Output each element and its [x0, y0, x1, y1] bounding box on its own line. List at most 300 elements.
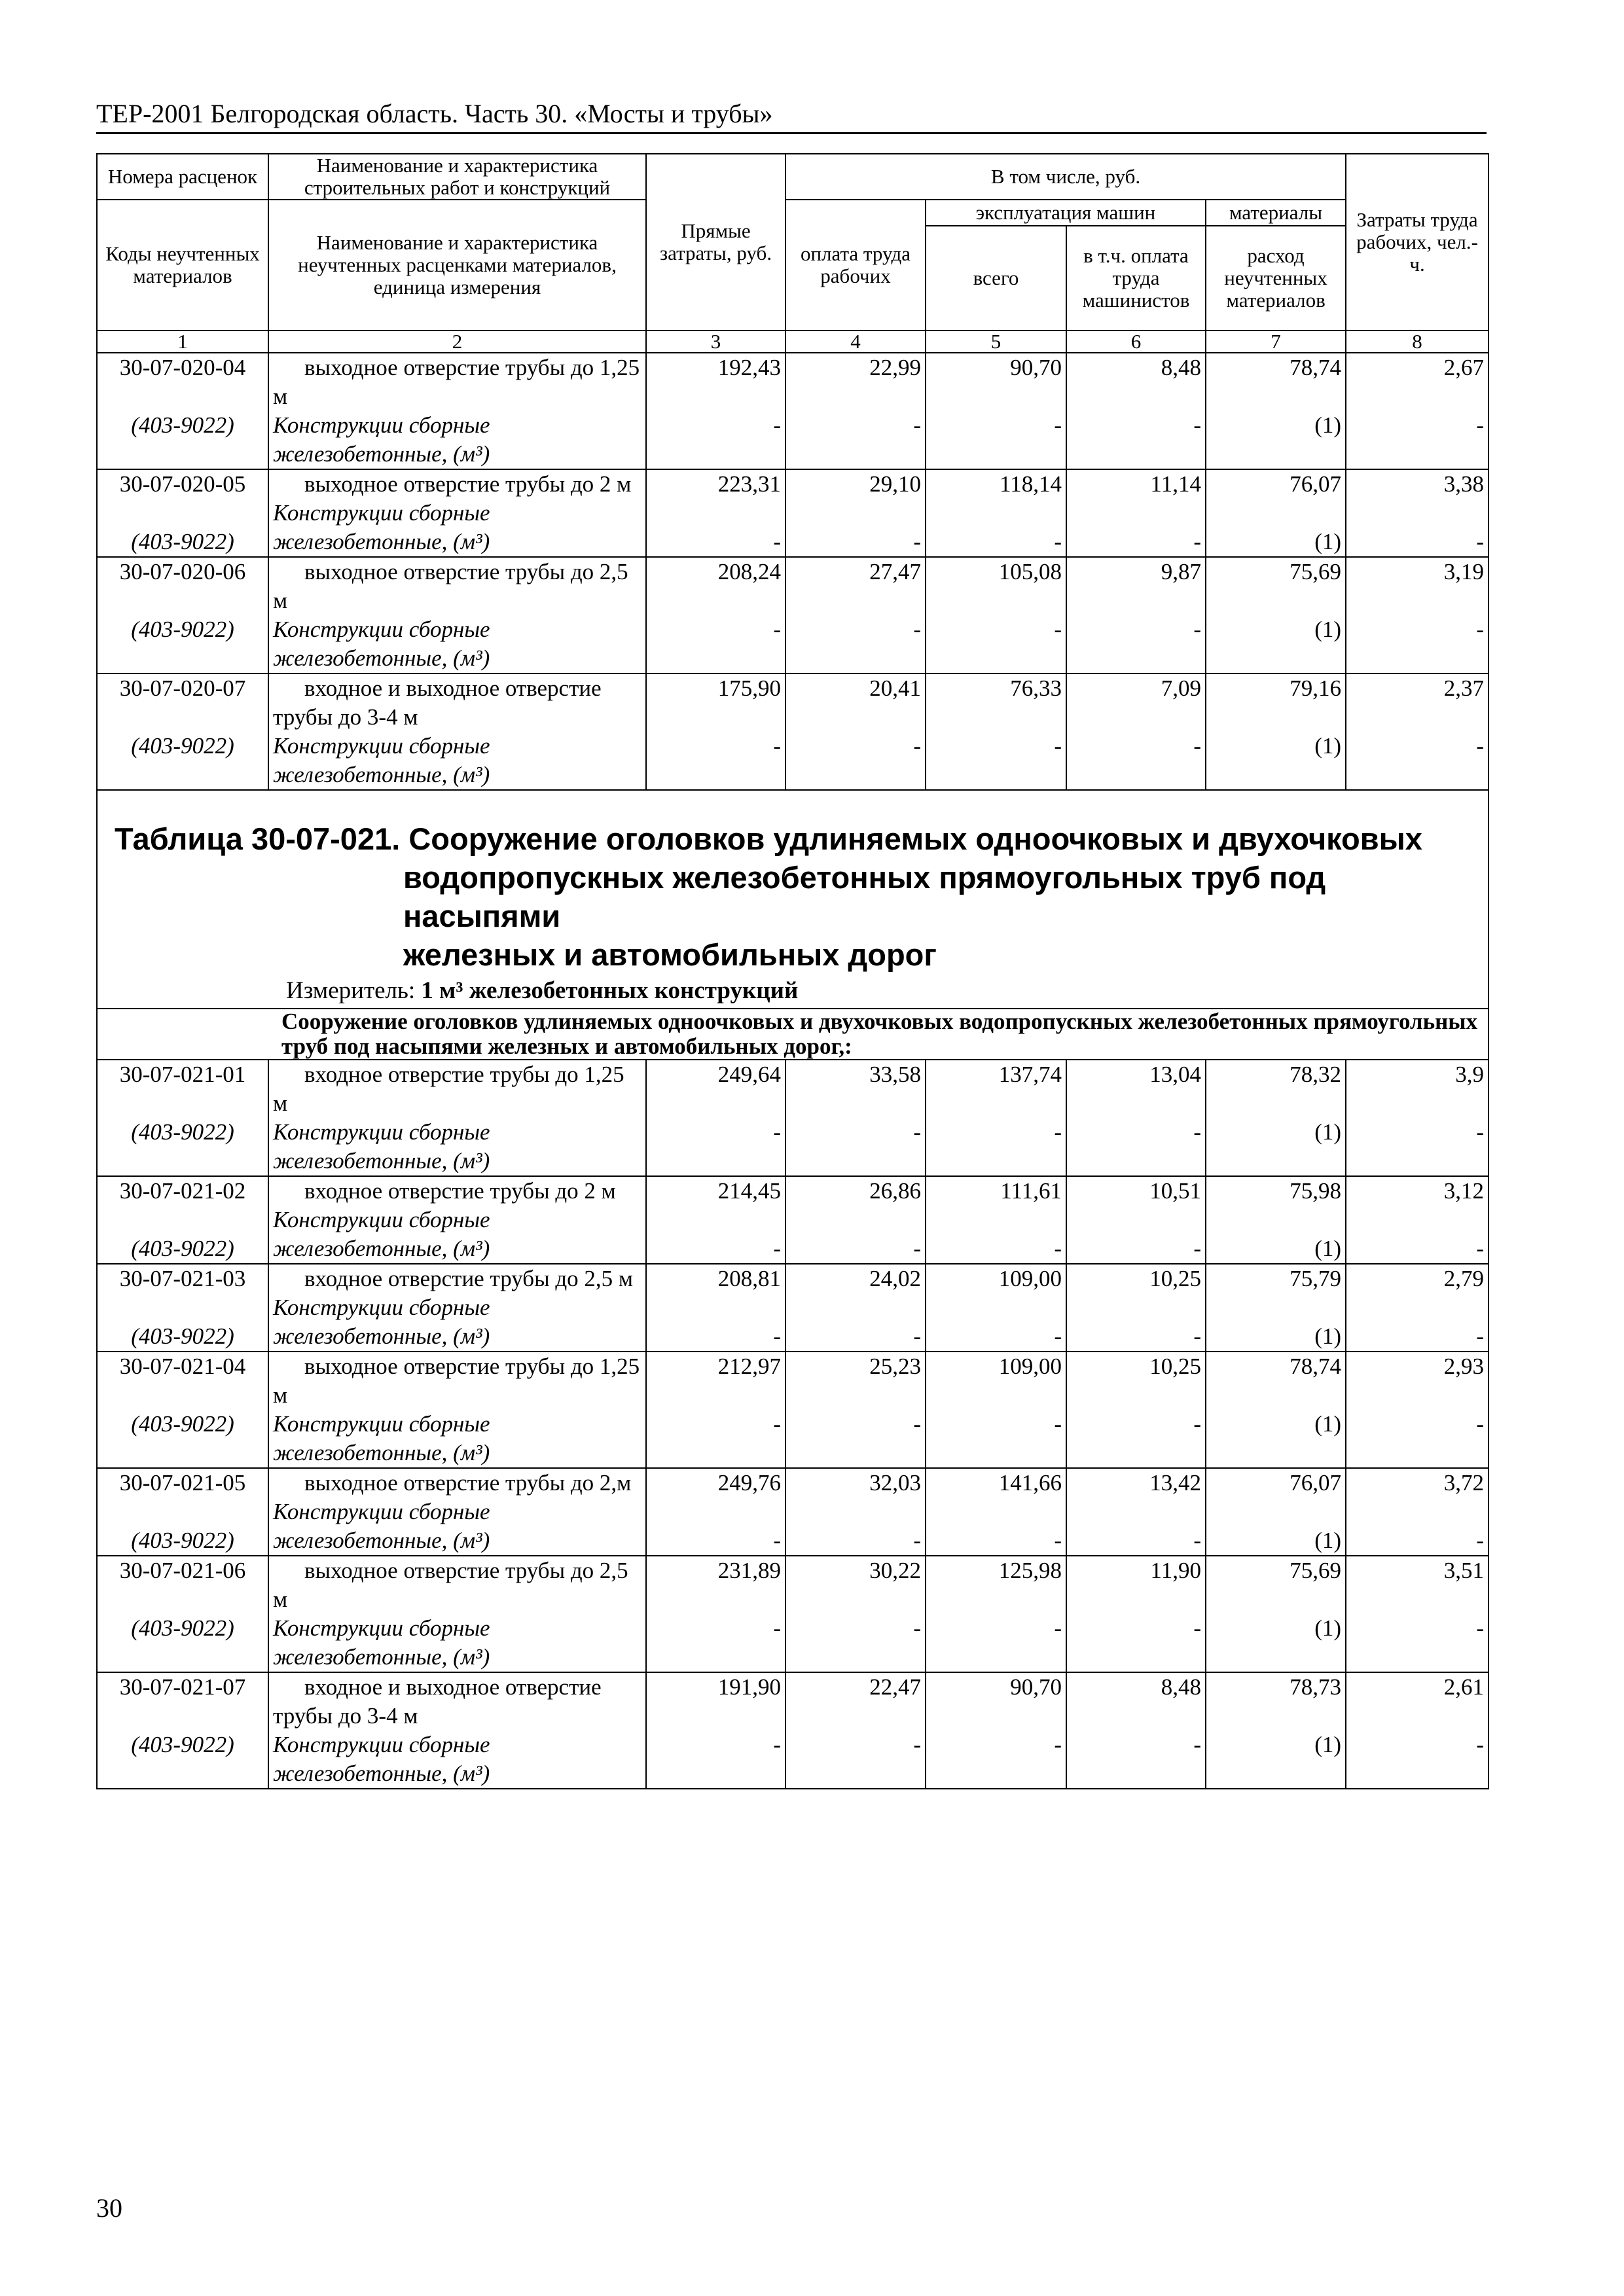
material-description: Конструкции сборные железобетонные, (м³): [273, 412, 490, 467]
rate-row: [97, 1556, 1489, 1672]
worker-pay-material-value: -: [913, 1411, 921, 1437]
machinist-pay-value: 11,90: [1150, 1558, 1201, 1583]
material-description: Конструкции сборные железобетонные, (м³): [273, 1615, 490, 1670]
direct-costs-cell: [646, 557, 785, 673]
worker-pay-cell: [785, 469, 926, 557]
direct-costs-value: 175,90: [717, 675, 781, 701]
labor-costs-value: 2,61: [1443, 1674, 1485, 1700]
rate-name-cell: [268, 1556, 646, 1672]
header-work-name: Наименование и характеристика строительных работ и конструкций: [268, 154, 646, 200]
machinist-pay-value: 8,48: [1161, 355, 1201, 380]
rate-name-cell: [268, 1264, 646, 1352]
rate-code: 30-07-020-07: [119, 675, 246, 701]
material-code: (403-9022): [131, 1411, 234, 1437]
rate-code: 30-07-021-03: [119, 1266, 246, 1291]
machines-total-cell: [926, 1352, 1066, 1468]
measure-unit: [98, 974, 1488, 1008]
direct-costs-material-value: -: [773, 1411, 781, 1437]
direct-costs-material-value: -: [773, 1119, 781, 1145]
machines-total-cell: [926, 1060, 1066, 1176]
worker-pay-cell: [785, 1060, 926, 1176]
worker-pay-material-value: -: [913, 1323, 921, 1349]
material-code: (403-9022): [131, 529, 234, 554]
machinist-pay-value: 10,25: [1149, 1354, 1201, 1379]
header-material-name: Наименование и характеристика неучтенных расценками материалов, единица измерения: [268, 200, 646, 331]
labor-costs-cell: [1346, 1352, 1489, 1468]
machines-total-cell: [926, 1556, 1066, 1672]
machines-total-cell: [926, 673, 1066, 790]
direct-costs-cell: [646, 673, 785, 790]
worker-pay-material-value: -: [913, 412, 921, 438]
rate-code-cell: [97, 673, 268, 790]
material-code: (403-9022): [131, 1236, 234, 1261]
work-description: входное отверстие трубы до 1,25 м: [273, 1062, 624, 1116]
material-consumption-material-value: (1): [1314, 1615, 1342, 1641]
work-description: выходное отверстие трубы до 1,25 м: [273, 355, 640, 409]
machinist-pay-material-value: -: [1193, 1411, 1201, 1437]
work-description: входное и выходное отверстие трубы до 3-4 м: [273, 675, 602, 730]
machinist-pay-material-value: -: [1193, 412, 1201, 438]
rate-row: [97, 673, 1489, 790]
material-consumption-value: 76,07: [1290, 1470, 1342, 1496]
machinist-pay-value: 10,51: [1149, 1178, 1201, 1204]
header-worker-pay: оплата труда рабочих: [785, 200, 926, 331]
material-description: Конструкции сборные железобетонные, (м³): [273, 1119, 490, 1174]
rate-name-cell: [268, 353, 646, 469]
direct-costs-value: 192,43: [717, 355, 781, 380]
table-title-line: Таблица 30-07-021. Сооружение оголовков удлиняемых одноочковых и двухочковых: [115, 821, 1422, 856]
material-code: (403-9022): [131, 1119, 234, 1145]
material-consumption-value: 78,32: [1290, 1062, 1342, 1087]
rate-code: 30-07-021-01: [119, 1062, 246, 1087]
worker-pay-material-value: -: [913, 733, 921, 759]
machines-total-value: 90,70: [1010, 1674, 1062, 1700]
worker-pay-cell: [785, 1352, 926, 1468]
rate-code: 30-07-020-05: [119, 471, 246, 497]
labor-costs-value: 2,93: [1443, 1354, 1485, 1379]
direct-costs-material-value: -: [773, 1323, 781, 1349]
material-consumption-value: 76,07: [1290, 471, 1342, 497]
material-consumption-value: 75,69: [1290, 559, 1342, 584]
machines-total-material-value: -: [1054, 1528, 1062, 1553]
material-description: Конструкции сборные железобетонные, (м³): [273, 1411, 490, 1465]
machines-total-value: 125,98: [998, 1558, 1062, 1583]
direct-costs-cell: [646, 1556, 785, 1672]
worker-pay-material-value: -: [913, 529, 921, 554]
machines-total-material-value: -: [1054, 412, 1062, 438]
direct-costs-material-value: -: [773, 1732, 781, 1757]
labor-costs-cell: [1346, 469, 1489, 557]
worker-pay-cell: [785, 1672, 926, 1789]
rate-name-cell: [268, 1060, 646, 1176]
material-consumption-material-value: (1): [1314, 412, 1342, 438]
labor-costs-value: 2,37: [1443, 675, 1485, 701]
worker-pay-material-value: -: [913, 1236, 921, 1261]
rates-table: [96, 153, 1489, 1789]
table-title-line: водопропускных железобетонных прямоугольных труб под насыпями: [403, 860, 1326, 933]
header-machines: эксплуатация машин: [926, 200, 1206, 226]
labor-costs-material-value: -: [1476, 617, 1485, 642]
header-materials: материалы: [1206, 200, 1346, 226]
material-consumption-material-value: (1): [1314, 1528, 1342, 1553]
header-rate-numbers: Номера расценок: [97, 154, 268, 200]
worker-pay-cell: [785, 1176, 926, 1264]
direct-costs-value: 212,97: [717, 1354, 781, 1379]
machinist-pay-value: 11,14: [1150, 471, 1201, 497]
material-description: Конструкции сборные железобетонные, (м³): [273, 1207, 490, 1261]
machinist-pay-value: 10,25: [1149, 1266, 1201, 1291]
machinist-pay-value: 13,42: [1149, 1470, 1201, 1496]
worker-pay-value: 20,41: [869, 675, 921, 701]
direct-costs-cell: [646, 1672, 785, 1789]
column-number: 7: [1206, 331, 1346, 353]
material-description: Конструкции сборные железобетонные, (м³): [273, 500, 490, 554]
material-description: Конструкции сборные железобетонные, (м³): [273, 1499, 490, 1553]
machinist-pay-material-value: -: [1193, 1323, 1201, 1349]
work-description: выходное отверстие трубы до 2,м: [304, 1470, 632, 1496]
material-consumption-value: 75,69: [1290, 1558, 1342, 1583]
worker-pay-material-value: -: [913, 1732, 921, 1757]
material-description: Конструкции сборные железобетонные, (м³): [273, 733, 490, 787]
rate-row: [97, 1264, 1489, 1352]
header-machinist-pay: в т.ч. оплата труда машинистов: [1066, 226, 1206, 331]
material-code: (403-9022): [131, 733, 234, 759]
header-material-consumption: расход неучтенных материалов: [1206, 226, 1346, 331]
rate-code: 30-07-021-04: [119, 1354, 246, 1379]
table-title-line: железных и автомобильных дорог: [403, 937, 937, 972]
column-number: 1: [97, 331, 268, 353]
rates-table-wrap: [96, 153, 1488, 1789]
material-consumption-value: 78,74: [1290, 1354, 1342, 1379]
table-title: [98, 819, 1488, 974]
material-code: (403-9022): [131, 1323, 234, 1349]
labor-costs-value: 3,12: [1443, 1178, 1485, 1204]
machines-total-value: 76,33: [1010, 675, 1062, 701]
direct-costs-cell: [646, 1264, 785, 1352]
labor-costs-cell: [1346, 1176, 1489, 1264]
column-number: 3: [646, 331, 785, 353]
labor-costs-material-value: -: [1476, 1528, 1485, 1553]
worker-pay-value: 33,58: [869, 1062, 921, 1087]
material-consumption-material-value: (1): [1314, 1323, 1342, 1349]
worker-pay-material-value: -: [913, 617, 921, 642]
worker-pay-material-value: -: [913, 1615, 921, 1641]
machines-total-cell: [926, 469, 1066, 557]
machines-total-value: 105,08: [998, 559, 1062, 584]
machines-total-material-value: -: [1054, 733, 1062, 759]
machinist-pay-value: 7,09: [1161, 675, 1201, 701]
material-consumption-material-value: (1): [1314, 733, 1342, 759]
direct-costs-cell: [646, 1468, 785, 1556]
labor-costs-value: 2,79: [1443, 1266, 1485, 1291]
work-description: входное отверстие трубы до 2 м: [304, 1178, 616, 1204]
labor-costs-material-value: -: [1476, 1411, 1485, 1437]
labor-costs-cell: [1346, 1060, 1489, 1176]
direct-costs-cell: [646, 353, 785, 469]
labor-costs-cell: [1346, 673, 1489, 790]
direct-costs-material-value: -: [773, 617, 781, 642]
rate-name-cell: [268, 557, 646, 673]
rate-code-cell: [97, 1176, 268, 1264]
machines-total-value: 141,66: [998, 1470, 1062, 1496]
material-consumption-cell: [1206, 1352, 1346, 1468]
column-number: 2: [268, 331, 646, 353]
labor-costs-value: 3,72: [1443, 1470, 1485, 1496]
measure-value: 1 м³ железобетонных конструкций: [421, 977, 799, 1004]
material-consumption-cell: [1206, 1264, 1346, 1352]
table-title-block: [97, 790, 1489, 1009]
machinist-pay-material-value: -: [1193, 1236, 1201, 1261]
labor-costs-material-value: -: [1476, 412, 1485, 438]
machinist-pay-cell: [1066, 353, 1206, 469]
material-consumption-value: 78,73: [1290, 1674, 1342, 1700]
rate-name-cell: [268, 673, 646, 790]
material-code: (403-9022): [131, 1615, 234, 1641]
labor-costs-material-value: -: [1476, 1732, 1485, 1757]
measure-label: Измеритель:: [286, 977, 416, 1004]
machinist-pay-material-value: -: [1193, 1528, 1201, 1553]
machinist-pay-cell: [1066, 1556, 1206, 1672]
rate-code-cell: [97, 1060, 268, 1176]
machines-total-value: 109,00: [998, 1266, 1062, 1291]
labor-costs-value: 2,67: [1443, 355, 1485, 380]
machinist-pay-cell: [1066, 1264, 1206, 1352]
machines-total-material-value: -: [1054, 1323, 1062, 1349]
worker-pay-value: 27,47: [869, 559, 921, 584]
labor-costs-material-value: -: [1476, 529, 1485, 554]
material-consumption-value: 75,98: [1290, 1178, 1342, 1204]
direct-costs-material-value: -: [773, 1236, 781, 1261]
rate-code-cell: [97, 1556, 268, 1672]
machines-total-value: 109,00: [998, 1354, 1062, 1379]
machines-total-cell: [926, 1264, 1066, 1352]
material-consumption-cell: [1206, 1176, 1346, 1264]
direct-costs-cell: [646, 1352, 785, 1468]
material-description: Конструкции сборные железобетонные, (м³): [273, 617, 490, 671]
column-number: 8: [1346, 331, 1489, 353]
direct-costs-value: 214,45: [717, 1178, 781, 1204]
machinist-pay-value: 8,48: [1161, 1674, 1201, 1700]
direct-costs-value: 249,64: [717, 1062, 781, 1087]
worker-pay-cell: [785, 557, 926, 673]
worker-pay-cell: [785, 1468, 926, 1556]
worker-pay-value: 22,47: [869, 1674, 921, 1700]
labor-costs-material-value: -: [1476, 1236, 1485, 1261]
material-consumption-material-value: (1): [1314, 1119, 1342, 1145]
page-number: 30: [96, 2193, 122, 2223]
material-consumption-material-value: (1): [1314, 617, 1342, 642]
labor-costs-material-value: -: [1476, 1323, 1485, 1349]
worker-pay-value: 30,22: [869, 1558, 921, 1583]
worker-pay-material-value: -: [913, 1528, 921, 1553]
machines-total-material-value: -: [1054, 1411, 1062, 1437]
rate-code-cell: [97, 557, 268, 673]
material-code: (403-9022): [131, 1528, 234, 1553]
rate-code-cell: [97, 1352, 268, 1468]
labor-costs-material-value: -: [1476, 1615, 1485, 1641]
worker-pay-cell: [785, 353, 926, 469]
work-description: выходное отверстие трубы до 2 м: [304, 471, 632, 497]
rate-row: [97, 1468, 1489, 1556]
rate-code-cell: [97, 1264, 268, 1352]
machinist-pay-cell: [1066, 1672, 1206, 1789]
machinist-pay-material-value: -: [1193, 733, 1201, 759]
material-consumption-value: 79,16: [1290, 675, 1342, 701]
rate-code-cell: [97, 469, 268, 557]
machines-total-cell: [926, 557, 1066, 673]
machinist-pay-material-value: -: [1193, 617, 1201, 642]
header-direct-costs: Прямые затраты, руб.: [646, 154, 785, 331]
rate-row: [97, 1352, 1489, 1468]
material-consumption-cell: [1206, 1672, 1346, 1789]
material-description: Конструкции сборные железобетонные, (м³): [273, 1295, 490, 1349]
material-consumption-cell: [1206, 1468, 1346, 1556]
rate-code: 30-07-020-04: [119, 355, 246, 380]
direct-costs-cell: [646, 1176, 785, 1264]
machinist-pay-material-value: -: [1193, 1119, 1201, 1145]
machinist-pay-material-value: -: [1193, 1615, 1201, 1641]
direct-costs-value: 249,76: [717, 1470, 781, 1496]
labor-costs-material-value: -: [1476, 1119, 1485, 1145]
rate-name-cell: [268, 1672, 646, 1789]
header-including: В том числе, руб.: [785, 154, 1346, 200]
material-consumption-value: 78,74: [1290, 355, 1342, 380]
machines-total-material-value: -: [1054, 1119, 1062, 1145]
machines-total-cell: [926, 1672, 1066, 1789]
machines-total-material-value: -: [1054, 617, 1062, 642]
labor-costs-material-value: -: [1476, 733, 1485, 759]
direct-costs-cell: [646, 1060, 785, 1176]
column-number: 6: [1066, 331, 1206, 353]
labor-costs-cell: [1346, 1672, 1489, 1789]
machines-total-material-value: -: [1054, 1732, 1062, 1757]
material-consumption-material-value: (1): [1314, 1732, 1342, 1757]
rate-name-cell: [268, 1176, 646, 1264]
direct-costs-value: 208,81: [717, 1266, 781, 1291]
material-code: (403-9022): [131, 412, 234, 438]
machines-total-cell: [926, 353, 1066, 469]
labor-costs-value: 3,9: [1455, 1062, 1485, 1087]
work-description: выходное отверстие трубы до 2,5 м: [273, 1558, 628, 1612]
worker-pay-value: 26,86: [869, 1178, 921, 1204]
material-consumption-cell: [1206, 1060, 1346, 1176]
worker-pay-cell: [785, 673, 926, 790]
rate-name-cell: [268, 469, 646, 557]
material-code: (403-9022): [131, 1732, 234, 1757]
rate-code: 30-07-021-05: [119, 1470, 246, 1496]
machinist-pay-cell: [1066, 1468, 1206, 1556]
machines-total-material-value: -: [1054, 1236, 1062, 1261]
worker-pay-cell: [785, 1264, 926, 1352]
machines-total-cell: [926, 1176, 1066, 1264]
rate-code-cell: [97, 1672, 268, 1789]
direct-costs-material-value: -: [773, 733, 781, 759]
material-consumption-cell: [1206, 1556, 1346, 1672]
rate-code-cell: [97, 1468, 268, 1556]
column-number: 4: [785, 331, 926, 353]
section-heading: Сооружение оголовков удлиняемых одноочковых и двухочковых водопропускных железобетонных прямоугольных труб под насыпями железных и автомобильных дорог,:: [268, 1009, 1489, 1060]
direct-costs-material-value: -: [773, 1528, 781, 1553]
running-header: ТЕР-2001 Белгородская область. Часть 30. «Мосты и трубы»: [96, 98, 1487, 134]
work-description: выходное отверстие трубы до 2,5 м: [273, 559, 628, 613]
direct-costs-value: 223,31: [717, 471, 781, 497]
direct-costs-value: 208,24: [717, 559, 781, 584]
material-consumption-cell: [1206, 673, 1346, 790]
worker-pay-value: 29,10: [869, 471, 921, 497]
header-machines-total: всего: [926, 226, 1066, 331]
material-consumption-material-value: (1): [1314, 1236, 1342, 1261]
rate-code-cell: [97, 353, 268, 469]
machines-total-value: 111,61: [1000, 1178, 1062, 1204]
labor-costs-cell: [1346, 1556, 1489, 1672]
labor-costs-cell: [1346, 1264, 1489, 1352]
worker-pay-value: 25,23: [869, 1354, 921, 1379]
material-consumption-cell: [1206, 557, 1346, 673]
machinist-pay-cell: [1066, 1176, 1206, 1264]
rate-code: 30-07-021-06: [119, 1558, 246, 1583]
direct-costs-material-value: -: [773, 529, 781, 554]
direct-costs-material-value: -: [773, 412, 781, 438]
labor-costs-cell: [1346, 557, 1489, 673]
labor-costs-cell: [1346, 353, 1489, 469]
rate-row: [97, 1060, 1489, 1176]
machinist-pay-cell: [1066, 469, 1206, 557]
direct-costs-material-value: -: [773, 1615, 781, 1641]
machines-total-value: 90,70: [1010, 355, 1062, 380]
work-description: входное и выходное отверстие трубы до 3-4 м: [273, 1674, 602, 1729]
worker-pay-value: 24,02: [869, 1266, 921, 1291]
worker-pay-value: 32,03: [869, 1470, 921, 1496]
rate-name-cell: [268, 1468, 646, 1556]
rate-code: 30-07-021-07: [119, 1674, 246, 1700]
direct-costs-cell: [646, 469, 785, 557]
worker-pay-value: 22,99: [869, 355, 921, 380]
material-consumption-cell: [1206, 353, 1346, 469]
work-description: выходное отверстие трубы до 1,25 м: [273, 1354, 640, 1408]
header-material-codes: Коды неучтенных материалов: [97, 200, 268, 331]
material-consumption-cell: [1206, 469, 1346, 557]
rate-code: 30-07-020-06: [119, 559, 246, 584]
header-labor-costs: Затраты труда рабочих, чел.-ч.: [1346, 154, 1489, 331]
rate-name-cell: [268, 1352, 646, 1468]
material-code: (403-9022): [131, 617, 234, 642]
machines-total-material-value: -: [1054, 529, 1062, 554]
direct-costs-value: 191,90: [717, 1674, 781, 1700]
work-description: входное отверстие трубы до 2,5 м: [304, 1266, 634, 1291]
material-consumption-material-value: (1): [1314, 529, 1342, 554]
worker-pay-material-value: -: [913, 1119, 921, 1145]
material-description: Конструкции сборные железобетонные, (м³): [273, 1732, 490, 1786]
labor-costs-value: 3,51: [1443, 1558, 1485, 1583]
rate-row: [97, 1176, 1489, 1264]
rate-row: [97, 557, 1489, 673]
machinist-pay-cell: [1066, 1352, 1206, 1468]
direct-costs-value: 231,89: [717, 1558, 781, 1583]
rate-code: 30-07-021-02: [119, 1178, 246, 1204]
material-consumption-value: 75,79: [1290, 1266, 1342, 1291]
machinist-pay-cell: [1066, 673, 1206, 790]
machines-total-material-value: -: [1054, 1615, 1062, 1641]
machines-total-value: 118,14: [1000, 471, 1062, 497]
labor-costs-value: 3,38: [1443, 471, 1485, 497]
rate-row: [97, 1672, 1489, 1789]
column-number: 5: [926, 331, 1066, 353]
machinist-pay-value: 9,87: [1161, 559, 1201, 584]
rate-row: [97, 469, 1489, 557]
machines-total-value: 137,74: [998, 1062, 1062, 1087]
machinist-pay-cell: [1066, 557, 1206, 673]
material-consumption-material-value: (1): [1314, 1411, 1342, 1437]
